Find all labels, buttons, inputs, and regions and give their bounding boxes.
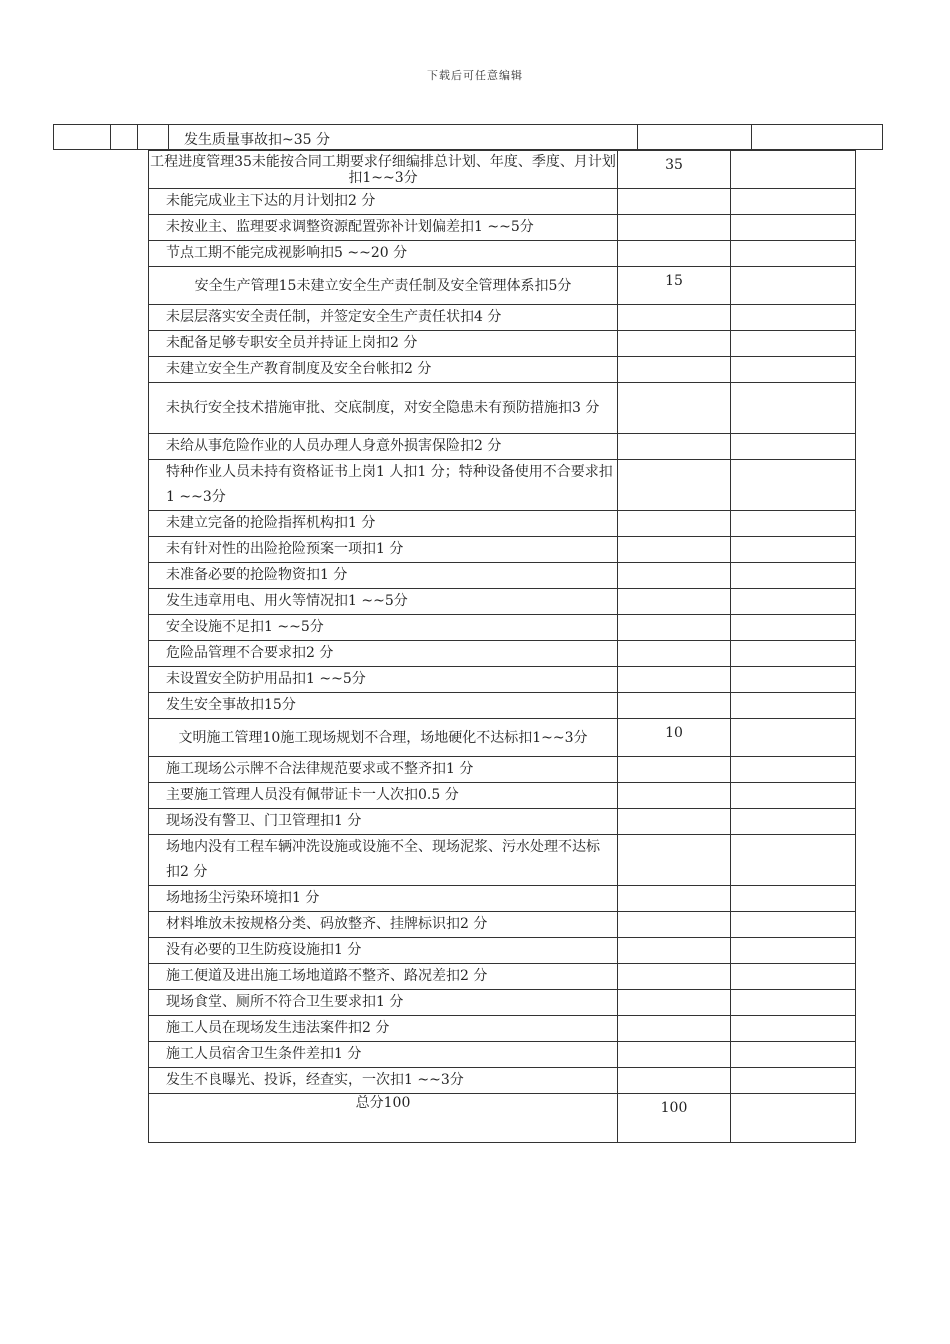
score-cell — [618, 886, 731, 912]
score-cell — [618, 241, 731, 267]
item-text: 未设置安全防护用品扣1 ~~5分 — [149, 667, 618, 693]
table-row — [149, 886, 856, 912]
divider — [751, 125, 752, 149]
score-cell — [618, 563, 731, 589]
score-cell — [618, 641, 731, 667]
remarks-cell — [731, 241, 856, 267]
remarks-cell — [731, 783, 856, 809]
remarks-cell — [731, 809, 856, 835]
table-row — [149, 511, 856, 537]
item-text: 发生不良曝光、投诉，经查实，一次扣1 ~~3分 — [149, 1068, 618, 1094]
item-text: 发生违章用电、用火等情况扣1 ~~5分 — [149, 589, 618, 615]
scoring-table — [148, 150, 856, 1143]
page-header: 下载后可任意编辑 — [427, 69, 523, 82]
section-title: 文明施工管理10施工现场规划不合理，场地硬化不达标扣1~~3分 — [149, 719, 618, 757]
remarks-cell — [731, 151, 856, 189]
remarks-cell — [731, 693, 856, 719]
section-row-civilized — [149, 719, 856, 757]
item-text: 安全设施不足扣1 ~~5分 — [149, 615, 618, 641]
score-cell — [618, 357, 731, 383]
item-text: 材料堆放未按规格分类、码放整齐、挂牌标识扣2 分 — [149, 912, 618, 938]
table-row — [149, 215, 856, 241]
table-row — [149, 1042, 856, 1068]
table-row — [149, 563, 856, 589]
score-cell — [618, 615, 731, 641]
table-row — [149, 615, 856, 641]
table-row — [149, 1016, 856, 1042]
remarks-cell — [731, 938, 856, 964]
remarks-cell — [731, 383, 856, 434]
section-title: 工程进度管理35未能按合同工期要求仔细编排总计划、年度、季度、月计划扣1~~3分 — [149, 151, 618, 189]
item-text: 场地扬尘污染环境扣1 分 — [149, 886, 618, 912]
total-label: 总分100 — [149, 1094, 618, 1143]
table-row — [149, 693, 856, 719]
score-cell — [618, 835, 731, 886]
score-cell — [618, 331, 731, 357]
item-text: 施工人员在现场发生违法案件扣2 分 — [149, 1016, 618, 1042]
remarks-cell — [731, 990, 856, 1016]
remarks-cell — [731, 964, 856, 990]
remarks-cell — [731, 215, 856, 241]
table-row — [149, 305, 856, 331]
table-row — [149, 641, 856, 667]
remarks-cell — [731, 1094, 856, 1143]
remarks-cell — [731, 1042, 856, 1068]
score-cell — [618, 1042, 731, 1068]
score-cell — [618, 434, 731, 460]
remarks-cell — [731, 434, 856, 460]
score-cell — [618, 537, 731, 563]
remarks-cell — [731, 189, 856, 215]
item-text: 发生安全事故扣15分 — [149, 693, 618, 719]
table-row — [149, 783, 856, 809]
table-row — [149, 357, 856, 383]
divider — [168, 125, 169, 149]
score-cell — [618, 757, 731, 783]
section-score: 35 — [618, 151, 731, 189]
item-text: 未建立安全生产教育制度及安全台帐扣2 分 — [149, 357, 618, 383]
score-cell — [618, 1068, 731, 1094]
table-row — [149, 589, 856, 615]
score-cell — [618, 667, 731, 693]
item-text: 施工便道及进出施工场地道路不整齐、路况差扣2 分 — [149, 964, 618, 990]
item-text: 未执行安全技术措施审批、交底制度，对安全隐患未有预防措施扣3 分 — [149, 383, 618, 434]
table-row — [149, 835, 856, 886]
item-text: 未能完成业主下达的月计划扣2 分 — [149, 189, 618, 215]
table-row — [149, 912, 856, 938]
item-text: 未给从事危险作业的人员办理人身意外损害保险扣2 分 — [149, 434, 618, 460]
remarks-cell — [731, 357, 856, 383]
table-row — [149, 667, 856, 693]
remarks-cell — [731, 331, 856, 357]
item-text: 施工人员宿舍卫生条件差扣1 分 — [149, 1042, 618, 1068]
table-row — [149, 189, 856, 215]
remarks-cell — [731, 460, 856, 511]
item-text: 未建立完备的抢险指挥机构扣1 分 — [149, 511, 618, 537]
score-cell — [618, 383, 731, 434]
divider — [110, 125, 111, 149]
item-text: 特种作业人员未持有资格证书上岗1 人扣1 分；特种设备使用不合要求扣1 ~~3分 — [149, 460, 618, 511]
table-row — [149, 460, 856, 511]
divider — [637, 125, 638, 149]
total-row — [149, 1094, 856, 1143]
remarks-cell — [731, 305, 856, 331]
section-score: 10 — [618, 719, 731, 757]
score-cell — [618, 990, 731, 1016]
remarks-cell — [731, 667, 856, 693]
section-row-safety — [149, 267, 856, 305]
score-cell — [618, 1016, 731, 1042]
score-cell — [618, 215, 731, 241]
score-cell — [618, 305, 731, 331]
table-row — [149, 434, 856, 460]
section-score: 15 — [618, 267, 731, 305]
remarks-cell — [731, 563, 856, 589]
score-cell — [618, 460, 731, 511]
table-row — [149, 383, 856, 434]
item-text: 未配备足够专职安全员并持证上岗扣2 分 — [149, 331, 618, 357]
item-text: 危险品管理不合要求扣2 分 — [149, 641, 618, 667]
remarks-cell — [731, 511, 856, 537]
score-cell — [618, 912, 731, 938]
item-text: 主要施工管理人员没有佩带证卡一人次扣0.5 分 — [149, 783, 618, 809]
table-row — [149, 757, 856, 783]
remarks-cell — [731, 537, 856, 563]
remarks-cell — [731, 1068, 856, 1094]
section-row-progress — [149, 151, 856, 189]
score-cell — [618, 783, 731, 809]
remarks-cell — [731, 615, 856, 641]
item-text: 施工现场公示牌不合法律规范要求或不整齐扣1 分 — [149, 757, 618, 783]
remarks-cell — [731, 719, 856, 757]
total-score: 100 — [618, 1094, 731, 1143]
remarks-cell — [731, 912, 856, 938]
item-text: 未有针对性的出险抢险预案一项扣1 分 — [149, 537, 618, 563]
item-text: 现场食堂、厕所不符合卫生要求扣1 分 — [149, 990, 618, 1016]
table-row — [149, 1068, 856, 1094]
remarks-cell — [731, 641, 856, 667]
table-row — [149, 331, 856, 357]
quality-accident-row — [53, 124, 883, 150]
table-row — [149, 241, 856, 267]
divider — [137, 125, 138, 149]
item-text: 没有必要的卫生防疫设施扣1 分 — [149, 938, 618, 964]
section-title: 安全生产管理15未建立安全生产责任制及安全管理体系扣5分 — [149, 267, 618, 305]
table-row — [149, 990, 856, 1016]
score-cell — [618, 964, 731, 990]
quality-accident-text: 发生质量事故扣~35 分 — [184, 132, 330, 148]
remarks-cell — [731, 835, 856, 886]
score-cell — [618, 809, 731, 835]
remarks-cell — [731, 757, 856, 783]
score-cell — [618, 511, 731, 537]
score-cell — [618, 938, 731, 964]
remarks-cell — [731, 886, 856, 912]
table-row — [149, 809, 856, 835]
remarks-cell — [731, 589, 856, 615]
score-cell — [618, 693, 731, 719]
item-text: 未层层落实安全责任制，并签定安全生产责任状扣4 分 — [149, 305, 618, 331]
score-cell — [618, 189, 731, 215]
table-row — [149, 938, 856, 964]
item-text: 未准备必要的抢险物资扣1 分 — [149, 563, 618, 589]
table-row — [149, 964, 856, 990]
item-text: 现场没有警卫、门卫管理扣1 分 — [149, 809, 618, 835]
item-text: 节点工期不能完成视影响扣5 ~~20 分 — [149, 241, 618, 267]
item-text: 未按业主、监理要求调整资源配置弥补计划偏差扣1 ~~5分 — [149, 215, 618, 241]
remarks-cell — [731, 267, 856, 305]
item-text: 场地内没有工程车辆冲洗设施或设施不全、现场泥浆、污水处理不达标扣2 分 — [149, 835, 618, 886]
table-row — [149, 537, 856, 563]
score-cell — [618, 589, 731, 615]
remarks-cell — [731, 1016, 856, 1042]
